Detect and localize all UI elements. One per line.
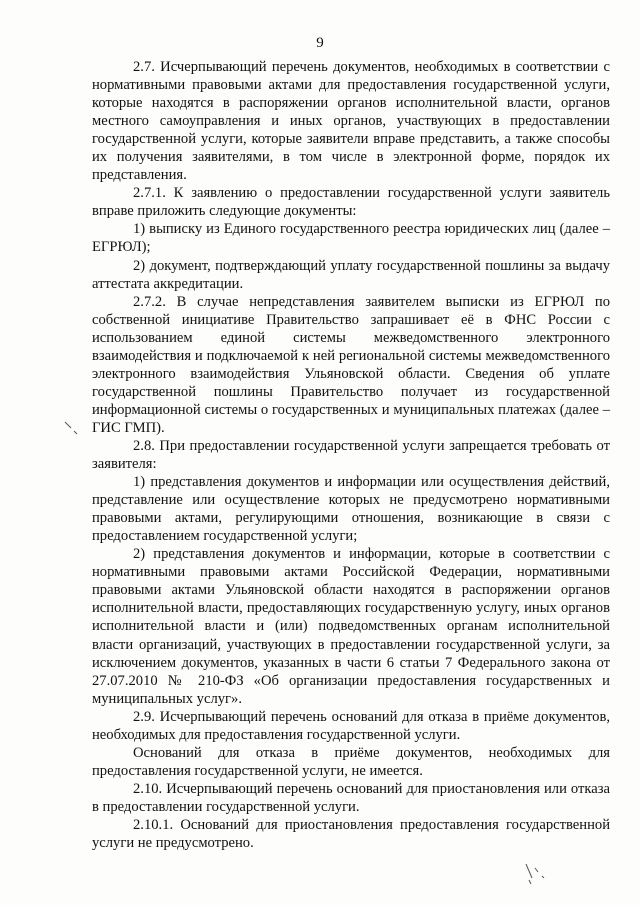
list-item-fee-document: 2) документ, подтверждающий уплату государственной пошлины за выдачу аттестата аккредитации. (92, 257, 610, 292)
paragraph-2-8: 2.8. При предоставлении государственной услуги запрещается требовать от заявителя: (92, 437, 610, 473)
paragraph-2-7-2: 2.7.2. В случае непредставления заявителем выписки из ЕГРЮЛ по собственной инициативе Правительство запрашивает её в ФНС России с использованием единой системы межведомственного электронного взаимодействия и подключаемой к ней региональной системы межведомственного электронного взаимодействия Ульяновской области. Сведения об уплате государственной пошлины Правительство получает из государственной информационной системы о государственных и муниципальных платежах (далее – ГИС ГМП). (92, 293, 610, 436)
list-item-egrul-extract: 1) выписку из Единого государственного реестра юридических лиц (далее – ЕГРЮЛ); (92, 221, 610, 256)
list-item-prohibition-1: 1) представления документов и информации или осуществления действий, представление или осуществление которых не предусмотрено нормативными правовыми актами, регулирующими отношения, возникающие в связи с предоставлением государственной услуги; (92, 474, 610, 545)
paragraph-2-10: 2.10. Исчерпывающий перечень оснований для приостановления или отказа в предоставлении государственной услуги. (92, 780, 610, 815)
page-number: 9 (316, 35, 324, 51)
paragraph-2-9: 2.9. Исчерпывающий перечень оснований для отказа в приёме документов, необходимых для предоставления государственной услуги. (92, 708, 610, 743)
paragraph-2-7-1: 2.7.1. К заявлению о предоставлении государственной услуги заявитель вправе приложить следующие документы: (92, 185, 610, 220)
list-item-prohibition-2: 2) представления документов и информации, которые в соответствии с нормативными правовыми актами Российской Федерации, нормативными правовыми актами Ульяновской области находятся в распоряжении органов исполнительной власти, предоставляющих государственную услугу, иных органов исполнительной власти и (или) подведомственных органам исполнительной власти организаций, участвующих в предоставлении государственной услуги, за исключением документов, указанных в части 6 статьи 7 Федерального закона от 27.07.2010 № 210-ФЗ «Об организации предоставления государственных и муниципальных услуг». (92, 546, 610, 707)
paragraph-2-10-1: 2.10.1. Оснований для приостановления предоставления государственной услуги не предусмотрено. (92, 816, 610, 852)
scan-artifact-bottom-mark (520, 858, 554, 890)
paragraph-no-refusal-grounds: Оснований для отказа в приёме документов, необходимых для предоставления государственной услуги, не имеется. (92, 744, 610, 779)
scan-artifact-left-mark (62, 418, 82, 438)
paragraph-2-7: 2.7. Исчерпывающий перечень документов, необходимых в соответствии с нормативными правовыми актами для предоставления государственной услуги, которые находятся в распоряжении органов исполнительной власти, органов местного самоуправления и иных органов, участвующих в предоставлении государственной услуги, которые заявители вправе представить, а также способы их получения заявителями, в том числе в электронной форме, порядок их представления. (92, 59, 610, 184)
document-body (92, 58, 610, 852)
